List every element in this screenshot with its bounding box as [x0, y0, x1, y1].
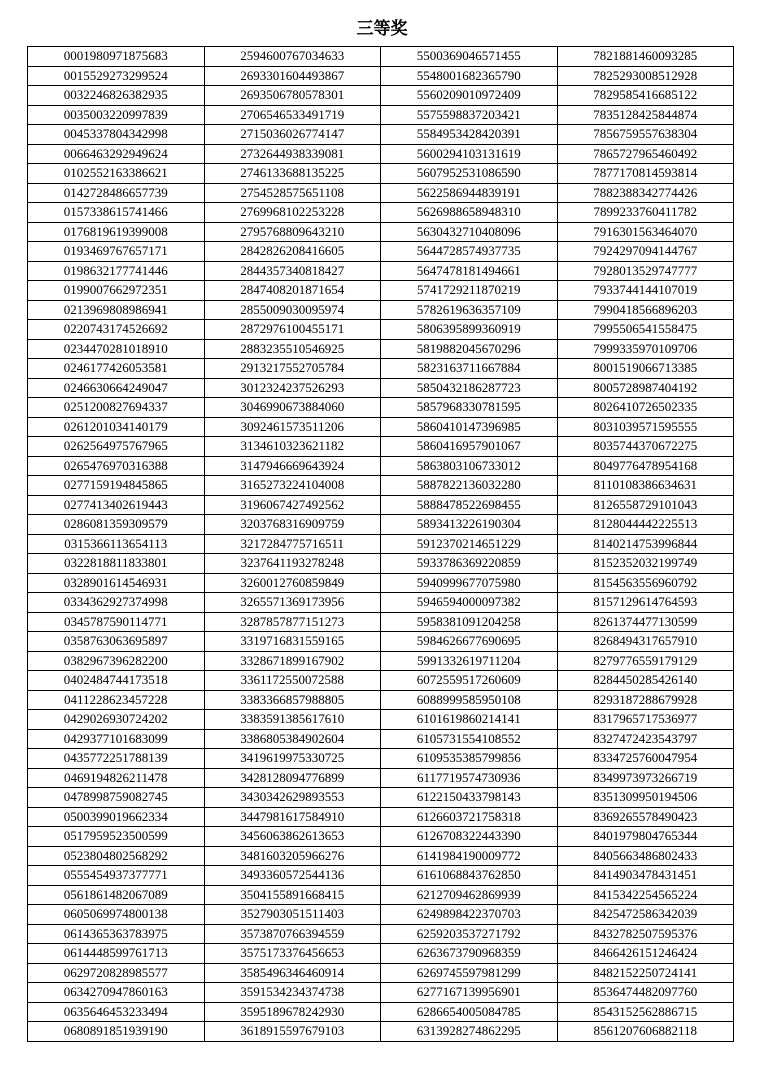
table-row [28, 749, 734, 769]
table-row [28, 1002, 734, 1022]
table-body [28, 47, 734, 1042]
table-row [28, 144, 734, 164]
number-cell: 5647478181494661 [381, 261, 558, 281]
number-cell: 8268494317657910 [557, 632, 734, 652]
table-row [28, 398, 734, 418]
number-cell: 0220743174526692 [28, 320, 205, 340]
number-cell: 3092461573511206 [204, 417, 381, 437]
number-cell: 2872976100455171 [204, 320, 381, 340]
table-row [28, 866, 734, 886]
number-cell: 0523804802568292 [28, 846, 205, 866]
number-cell: 0322818811833801 [28, 554, 205, 574]
number-cell: 7821881460093285 [557, 47, 734, 67]
number-cell: 7835128425844874 [557, 105, 734, 125]
number-cell: 0561861482067089 [28, 885, 205, 905]
number-cell: 7899233760411782 [557, 203, 734, 223]
number-cell: 7882388342774426 [557, 183, 734, 203]
number-cell: 7825293008512928 [557, 66, 734, 86]
number-cell: 0345787590114771 [28, 612, 205, 632]
number-cell: 3265571369173956 [204, 593, 381, 613]
number-cell: 3430342629893553 [204, 788, 381, 808]
number-cell: 0198632177741446 [28, 261, 205, 281]
number-cell: 7990418566896203 [557, 300, 734, 320]
number-cell: 2842826208416605 [204, 242, 381, 262]
number-cell: 3447981617584910 [204, 807, 381, 827]
number-cell: 5860416957901067 [381, 437, 558, 457]
number-cell: 8317965717536977 [557, 710, 734, 730]
number-cell: 3386805384902604 [204, 729, 381, 749]
table-row [28, 710, 734, 730]
number-cell: 0402484744173518 [28, 671, 205, 691]
table-row [28, 846, 734, 866]
number-cell: 0629720828985577 [28, 963, 205, 983]
number-cell: 0176819619399008 [28, 222, 205, 242]
table-row [28, 671, 734, 691]
number-cell: 8261374477130599 [557, 612, 734, 632]
number-cell: 8140214753996844 [557, 534, 734, 554]
table-row [28, 222, 734, 242]
number-cell: 3419619975330725 [204, 749, 381, 769]
number-cell: 6161068843762850 [381, 866, 558, 886]
number-cell: 6277167139956901 [381, 983, 558, 1003]
number-cell: 3493360572544136 [204, 866, 381, 886]
number-cell: 6269745597981299 [381, 963, 558, 983]
number-cell: 0680891851939190 [28, 1022, 205, 1042]
number-cell: 5806395899360919 [381, 320, 558, 340]
number-cell: 2693301604493867 [204, 66, 381, 86]
number-cell: 8432782507595376 [557, 924, 734, 944]
number-cell: 5560209010972409 [381, 86, 558, 106]
number-cell: 8369265578490423 [557, 807, 734, 827]
number-cell: 0517959523500599 [28, 827, 205, 847]
number-cell: 7916301563464070 [557, 222, 734, 242]
number-cell: 0429026930724202 [28, 710, 205, 730]
number-cell: 5958381091204258 [381, 612, 558, 632]
table-row [28, 339, 734, 359]
number-cell: 7995506541558475 [557, 320, 734, 340]
number-cell: 0246177426053581 [28, 359, 205, 379]
number-cell: 6088999585950108 [381, 690, 558, 710]
number-cell: 0435772251788139 [28, 749, 205, 769]
table-row [28, 86, 734, 106]
number-cell: 3481603205966276 [204, 846, 381, 866]
number-cell: 5644728574937735 [381, 242, 558, 262]
table-row [28, 417, 734, 437]
table-row [28, 729, 734, 749]
table-row [28, 456, 734, 476]
table-row [28, 242, 734, 262]
number-cell: 0411228623457228 [28, 690, 205, 710]
number-cell: 0382967396282200 [28, 651, 205, 671]
number-cell: 5940999677075980 [381, 573, 558, 593]
number-cell: 0199007662972351 [28, 281, 205, 301]
number-cell: 0246630664249047 [28, 378, 205, 398]
table-row [28, 807, 734, 827]
table-row [28, 203, 734, 223]
number-cell: 3012324237526293 [204, 378, 381, 398]
table-row [28, 300, 734, 320]
number-cell: 8284450285426140 [557, 671, 734, 691]
table-row [28, 261, 734, 281]
page-title: 三等奖 [356, 19, 408, 39]
number-cell: 8351309950194506 [557, 788, 734, 808]
number-cell: 2706546533491719 [204, 105, 381, 125]
number-cell: 2693506780578301 [204, 86, 381, 106]
table-row [28, 944, 734, 964]
table-row [28, 573, 734, 593]
number-cell: 5888478522698455 [381, 495, 558, 515]
number-cell: 0066463292949624 [28, 144, 205, 164]
table-row [28, 768, 734, 788]
number-cell: 2746133688135225 [204, 164, 381, 184]
number-cell: 0261201034140179 [28, 417, 205, 437]
table-row [28, 534, 734, 554]
number-cell: 6249898422370703 [381, 905, 558, 925]
number-cell: 8152352032199749 [557, 554, 734, 574]
number-cell: 3595189678242930 [204, 1002, 381, 1022]
number-cell: 0032246826382935 [28, 86, 205, 106]
number-cell: 8031039571595555 [557, 417, 734, 437]
number-cell: 0634270947860163 [28, 983, 205, 1003]
number-cell: 3147946669643924 [204, 456, 381, 476]
number-cell: 8110108386634631 [557, 476, 734, 496]
table-row [28, 515, 734, 535]
number-cell: 3287857877151273 [204, 612, 381, 632]
number-cell: 0015529273299524 [28, 66, 205, 86]
number-cell: 0277159194845865 [28, 476, 205, 496]
number-cell: 5823163711667884 [381, 359, 558, 379]
number-cell: 8005728987404192 [557, 378, 734, 398]
number-cell: 7924297094144767 [557, 242, 734, 262]
number-cell: 3328671899167902 [204, 651, 381, 671]
number-cell: 3504155891668415 [204, 885, 381, 905]
number-cell: 8414903478431451 [557, 866, 734, 886]
number-cell: 6126603721758318 [381, 807, 558, 827]
number-cell: 8425472586342039 [557, 905, 734, 925]
number-cell: 8401979804765344 [557, 827, 734, 847]
number-cell: 5819882045670296 [381, 339, 558, 359]
number-cell: 7829585416685122 [557, 86, 734, 106]
number-cell: 6313928274862295 [381, 1022, 558, 1042]
number-cell: 5548001682365790 [381, 66, 558, 86]
number-cell: 5857968330781595 [381, 398, 558, 418]
number-cell: 8001519066713385 [557, 359, 734, 379]
number-cell: 2732644938339081 [204, 144, 381, 164]
table-row [28, 690, 734, 710]
number-cell: 6212709462869939 [381, 885, 558, 905]
number-cell: 2769968102253228 [204, 203, 381, 223]
winning-numbers-table [27, 46, 734, 1042]
number-cell: 3134610323621182 [204, 437, 381, 457]
number-cell: 5991332619711204 [381, 651, 558, 671]
number-cell: 3456063862613653 [204, 827, 381, 847]
table-row [28, 281, 734, 301]
table-row [28, 963, 734, 983]
number-cell: 3618915597679103 [204, 1022, 381, 1042]
number-cell: 2847408201871654 [204, 281, 381, 301]
number-cell: 0555454937377771 [28, 866, 205, 886]
table-row [28, 359, 734, 379]
number-cell: 8334725760047954 [557, 749, 734, 769]
number-cell: 6286654005084785 [381, 1002, 558, 1022]
number-cell: 8405663486802433 [557, 846, 734, 866]
number-cell: 8293187288679928 [557, 690, 734, 710]
table-row [28, 47, 734, 67]
number-cell: 0328901614546931 [28, 573, 205, 593]
number-cell: 7865727965460492 [557, 144, 734, 164]
table-row [28, 554, 734, 574]
number-cell: 0142728486657739 [28, 183, 205, 203]
number-cell: 6259203537271792 [381, 924, 558, 944]
number-cell: 0262564975767965 [28, 437, 205, 457]
number-cell: 0102552163386621 [28, 164, 205, 184]
number-cell: 0157338615741466 [28, 203, 205, 223]
number-cell: 8026410726502335 [557, 398, 734, 418]
number-cell: 2913217552705784 [204, 359, 381, 379]
number-cell: 3361172550072588 [204, 671, 381, 691]
number-cell: 6141984190009772 [381, 846, 558, 866]
number-cell: 7856759557638304 [557, 125, 734, 145]
number-cell: 0035003220997839 [28, 105, 205, 125]
number-cell: 3237641193278248 [204, 554, 381, 574]
table-row [28, 476, 734, 496]
table-row [28, 164, 734, 184]
number-cell: 5984626677690695 [381, 632, 558, 652]
number-cell: 5893413226190304 [381, 515, 558, 535]
number-cell: 0500399019662334 [28, 807, 205, 827]
number-cell: 5622586944839191 [381, 183, 558, 203]
number-cell: 3217284775716511 [204, 534, 381, 554]
number-cell: 5887822136032280 [381, 476, 558, 496]
number-cell: 7999335970109706 [557, 339, 734, 359]
number-cell: 2715036026774147 [204, 125, 381, 145]
number-cell: 3165273224104008 [204, 476, 381, 496]
number-cell: 5584953428420391 [381, 125, 558, 145]
number-cell: 0213969808986941 [28, 300, 205, 320]
number-cell: 8279776559179129 [557, 651, 734, 671]
number-cell: 3196067427492562 [204, 495, 381, 515]
number-cell: 8157129614764593 [557, 593, 734, 613]
number-cell: 3527903051511403 [204, 905, 381, 925]
number-cell: 0478998759082745 [28, 788, 205, 808]
number-cell: 5860410147396985 [381, 417, 558, 437]
number-cell: 2855009030095974 [204, 300, 381, 320]
number-cell: 2594600767034633 [204, 47, 381, 67]
number-cell: 6126708322443390 [381, 827, 558, 847]
number-cell: 5912370214651229 [381, 534, 558, 554]
number-cell: 7877170814593814 [557, 164, 734, 184]
number-cell: 5607952531086590 [381, 164, 558, 184]
number-cell: 3383366857988805 [204, 690, 381, 710]
number-cell: 0277413402619443 [28, 495, 205, 515]
number-cell: 3260012760859849 [204, 573, 381, 593]
number-cell: 8536474482097760 [557, 983, 734, 1003]
number-cell: 0001980971875683 [28, 47, 205, 67]
table-row [28, 105, 734, 125]
number-cell: 7933744144107019 [557, 281, 734, 301]
table-row [28, 593, 734, 613]
number-cell: 8035744370672275 [557, 437, 734, 457]
number-cell: 2844357340818427 [204, 261, 381, 281]
number-cell: 0234470281018910 [28, 339, 205, 359]
table-row [28, 1022, 734, 1042]
number-cell: 3428128094776899 [204, 768, 381, 788]
table-row [28, 183, 734, 203]
number-cell: 5575598837203421 [381, 105, 558, 125]
number-cell: 0265476970316388 [28, 456, 205, 476]
number-cell: 0193469767657171 [28, 242, 205, 262]
number-cell: 5946594000097382 [381, 593, 558, 613]
table-row [28, 905, 734, 925]
number-cell: 5500369046571455 [381, 47, 558, 67]
number-cell: 0469194826211478 [28, 768, 205, 788]
table-row [28, 612, 734, 632]
number-cell: 8415342254565224 [557, 885, 734, 905]
number-cell: 3383591385617610 [204, 710, 381, 730]
number-cell: 0315366113654113 [28, 534, 205, 554]
number-cell: 2795768809643210 [204, 222, 381, 242]
table-row [28, 495, 734, 515]
number-cell: 8543152562886715 [557, 1002, 734, 1022]
table-row [28, 66, 734, 86]
number-cell: 6122150433798143 [381, 788, 558, 808]
number-cell: 8327472423543797 [557, 729, 734, 749]
number-cell: 0614448599761713 [28, 944, 205, 964]
number-cell: 6072559517260609 [381, 671, 558, 691]
number-cell: 8349973973266719 [557, 768, 734, 788]
number-cell: 3573870766394559 [204, 924, 381, 944]
table-row [28, 651, 734, 671]
number-cell: 8128044442225513 [557, 515, 734, 535]
table-row [28, 827, 734, 847]
number-cell: 7928013529747777 [557, 261, 734, 281]
number-cell: 5600294103131619 [381, 144, 558, 164]
number-cell: 6101619860214141 [381, 710, 558, 730]
number-cell: 0614365363783975 [28, 924, 205, 944]
number-cell: 8466426151246424 [557, 944, 734, 964]
table-row [28, 437, 734, 457]
number-cell: 0045337804342998 [28, 125, 205, 145]
table-row [28, 632, 734, 652]
table-row [28, 983, 734, 1003]
number-cell: 0429377101683099 [28, 729, 205, 749]
number-cell: 3203768316909759 [204, 515, 381, 535]
number-cell: 8126558729101043 [557, 495, 734, 515]
number-cell: 2754528575651108 [204, 183, 381, 203]
number-cell: 2883235510546925 [204, 339, 381, 359]
number-cell: 6109535385799856 [381, 749, 558, 769]
table-row [28, 320, 734, 340]
number-cell: 6105731554108552 [381, 729, 558, 749]
number-cell: 5850432186287723 [381, 378, 558, 398]
number-cell: 8049776478954168 [557, 456, 734, 476]
number-cell: 3591534234374738 [204, 983, 381, 1003]
number-cell: 0635646453233494 [28, 1002, 205, 1022]
number-cell: 3319716831559165 [204, 632, 381, 652]
number-cell: 0605069974800138 [28, 905, 205, 925]
number-cell: 8482152250724141 [557, 963, 734, 983]
table-row [28, 885, 734, 905]
number-cell: 5933786369220859 [381, 554, 558, 574]
number-cell: 0286081359309579 [28, 515, 205, 535]
number-cell: 0251200827694337 [28, 398, 205, 418]
number-cell: 3585496346460914 [204, 963, 381, 983]
table-row [28, 788, 734, 808]
number-cell: 5630432710408096 [381, 222, 558, 242]
number-cell: 0334362927374998 [28, 593, 205, 613]
number-cell: 5626988658948310 [381, 203, 558, 223]
table-row [28, 378, 734, 398]
number-cell: 5741729211870219 [381, 281, 558, 301]
number-cell: 6263673790968359 [381, 944, 558, 964]
number-cell: 5863803106733012 [381, 456, 558, 476]
number-cell: 3046990673884060 [204, 398, 381, 418]
table-row [28, 924, 734, 944]
number-cell: 8561207606882118 [557, 1022, 734, 1042]
number-cell: 3575173376456653 [204, 944, 381, 964]
table-row [28, 125, 734, 145]
number-cell: 8154563556960792 [557, 573, 734, 593]
number-cell: 5782619636357109 [381, 300, 558, 320]
number-cell: 6117719574730936 [381, 768, 558, 788]
number-cell: 0358763063695897 [28, 632, 205, 652]
